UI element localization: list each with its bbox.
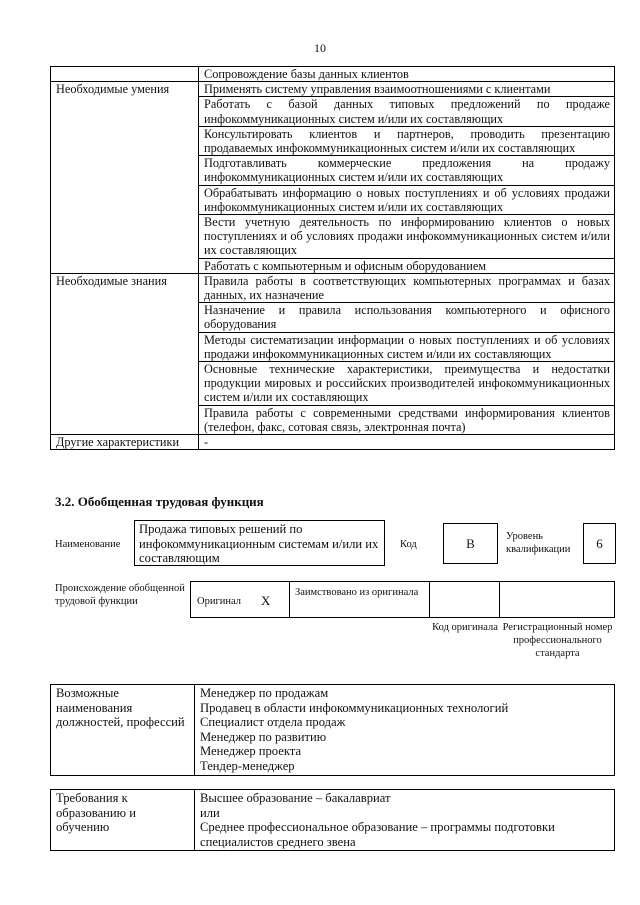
page-number: 10 <box>314 41 326 55</box>
code-label: Код <box>400 539 417 550</box>
reg-caption: Регистрационный номер профессионального стандарта <box>502 622 613 659</box>
table-row <box>51 82 615 97</box>
table-row <box>51 685 615 776</box>
education-item: Высшее образование – бакалавриат <box>200 791 391 805</box>
code-caption: Код оригинала <box>432 622 498 633</box>
borrowed-label: Заимствовано из оригинала <box>295 587 419 598</box>
knowledge-label: Необходимые знания <box>51 273 199 434</box>
origin-box <box>190 581 615 618</box>
education-list <box>195 790 615 851</box>
knowledge-item: Правила работы с современными средствами информирования клиентов (телефон, факс, сотовая связь, электронная почта) <box>199 405 615 434</box>
skill-item: Применять систему управления взаимоотношениями с клиентами <box>199 82 615 97</box>
position-item: Специалист отдела продаж <box>200 715 346 730</box>
code-value: B <box>466 535 475 551</box>
other-label: Другие характеристики <box>51 435 199 450</box>
table-row <box>51 790 615 851</box>
skill-item: Консультировать клиентов и партнеров, проводить презентацию продаваемых инфокоммуникационных систем и/или их составляющих <box>199 126 615 155</box>
function-name-box <box>134 520 385 566</box>
knowledge-item: Основные технические характеристики, преимущества и недостатки продукции мировых и российских производителей инфокоммуникационных систем и/или их составляющих <box>199 362 615 406</box>
function-name-value: Продажа типовых решений по инфокоммуникационным системам и/или их составляющим <box>139 522 379 566</box>
skill-item: Подготавливать коммерческие предложения на продажу инфокоммуникационных систем и/или их составляющих <box>199 156 615 185</box>
level-value-box <box>583 523 616 564</box>
education-table <box>50 789 615 851</box>
other-value: - <box>199 435 615 450</box>
table-cell: Сопровождение базы данных клиентов <box>199 67 615 82</box>
positions-list <box>195 685 615 776</box>
position-item: Менеджер по продажам <box>200 686 329 700</box>
position-item: Тендер-менеджер <box>200 758 295 773</box>
positions-label: Возможные наименования должностей, профессий <box>51 685 195 776</box>
section-title: 3.2. Обобщенная трудовая функция <box>55 494 264 509</box>
skill-item: Работать с компьютерным и офисным оборудованием <box>199 258 615 273</box>
position-item: Менеджер проекта <box>200 744 302 759</box>
skill-item: Обрабатывать информацию о новых поступлениях и об условиях продажи инфокоммуникационных систем и/или их составляющих <box>199 185 615 214</box>
original-label: Оригинал <box>197 596 241 607</box>
position-item: Продавец в области инфокоммуникационных технологий <box>200 700 509 715</box>
code-value-box <box>443 523 498 564</box>
education-item: Среднее профессиональное образование – программы подготовки специалистов среднего звена <box>200 820 555 849</box>
skills-knowledge-table <box>50 66 615 450</box>
name-label: Наименование <box>55 539 121 550</box>
positions-table <box>50 684 615 776</box>
origin-label: Происхождение обобщенной трудовой функции <box>55 583 185 607</box>
level-value: 6 <box>596 535 603 551</box>
original-mark: X <box>261 593 271 608</box>
position-item: Менеджер по развитию <box>200 729 327 744</box>
education-label: Требования к образованию и обучению <box>51 790 195 851</box>
table-row <box>51 435 615 450</box>
skill-item: Вести учетную деятельность по информированию клиентов о новых поступлениях и об условиях продажи инфокоммуникационных систем и/или их составляющих <box>199 215 615 259</box>
skills-label: Необходимые умения <box>51 82 199 274</box>
table-row <box>51 273 615 302</box>
knowledge-item: Методы систематизации информации о новых поступлениях и об условиях продажи инфокоммуникационных систем и/или их составляющих <box>199 332 615 361</box>
skill-item: Работать с базой данных типовых предложений по продаже инфокоммуникационных систем и/или их составляющих <box>199 97 615 126</box>
table-row <box>51 67 615 82</box>
empty-label-cell <box>51 67 199 82</box>
knowledge-item: Правила работы в соответствующих компьютерных программах и базах данных, их назначение <box>199 273 615 302</box>
level-label: Уровень квалификации <box>506 531 571 555</box>
knowledge-item: Назначение и правила использования компьютерного и офисного оборудования <box>199 303 615 332</box>
education-item: или <box>200 805 220 820</box>
